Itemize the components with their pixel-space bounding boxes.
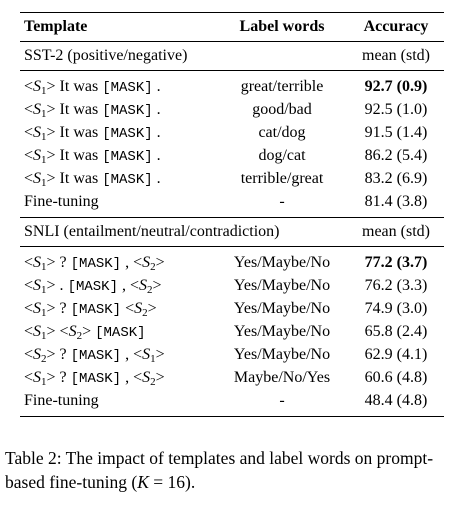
template-text: > ?: [46, 254, 71, 271]
template-text: >: [82, 323, 96, 340]
cell-accuracy: 92.5 (1.0): [364, 101, 428, 118]
header-row: [20, 13, 444, 41]
sentence-symbol: $S_1$: [33, 78, 47, 97]
template-text: >: [147, 300, 157, 317]
mask-token: [MASK]: [67, 279, 118, 295]
template-text: .: [152, 124, 161, 141]
section-stat: mean (std): [362, 47, 430, 64]
cell-label-words: -: [279, 392, 285, 409]
template-text: > ?: [46, 369, 71, 386]
sentence-symbol: $S_1$: [33, 323, 47, 342]
template-text: <: [24, 101, 34, 118]
cell-label-words: Yes/Maybe/No: [233, 323, 331, 340]
template-text: > It was: [46, 124, 103, 141]
cell-label-words: terrible/great: [240, 170, 324, 187]
sentence-symbol: $S_2$: [142, 369, 156, 388]
mask-token: [MASK]: [102, 80, 153, 96]
cell-label-words: Yes/Maybe/No: [233, 300, 331, 317]
sentence-symbol: $S_1$: [33, 147, 47, 166]
cell-accuracy: 92.7 (0.9): [364, 78, 428, 95]
header-label-words: Label words: [239, 18, 325, 35]
cell-template: [24, 190, 99, 213]
table-row: [20, 274, 444, 297]
caption-prefix: Table 2: The impact of templates and label words on prompt-based fine-tuning (: [5, 448, 434, 492]
table-row: [20, 320, 444, 343]
template-text: .: [152, 170, 161, 187]
table-row: [20, 343, 444, 366]
cell-accuracy: 60.6 (4.8): [364, 369, 428, 386]
table-row: [20, 297, 444, 320]
sentence-symbol: $S_1$: [33, 277, 47, 296]
table-row: [20, 366, 444, 389]
cell-label-words: Yes/Maybe/No: [233, 254, 331, 271]
template-text: > ?: [46, 346, 71, 363]
table-row: [20, 251, 444, 274]
mask-token: [MASK]: [102, 172, 153, 188]
template-text: > .: [46, 277, 68, 294]
template-text: <: [24, 147, 34, 164]
sentence-symbol: $S_2$: [33, 346, 47, 365]
caption-eq: = 16: [148, 472, 185, 492]
cell-accuracy: 65.8 (2.4): [364, 323, 428, 340]
sentence-symbol: $S_1$: [33, 254, 47, 273]
template-text: <: [24, 300, 34, 317]
template-text: > ?: [46, 300, 71, 317]
mask-token: [MASK]: [70, 371, 122, 387]
template-text: , <: [117, 277, 140, 294]
template-text: .: [152, 78, 161, 95]
cell-label-words: -: [279, 193, 285, 210]
cell-accuracy: 81.4 (3.8): [364, 193, 428, 210]
template-text: Fine-tuning: [24, 392, 99, 409]
sentence-symbol: $S_2$: [142, 254, 156, 273]
template-text: <: [24, 323, 34, 340]
template-text: <: [24, 170, 34, 187]
mask-token: [MASK]: [95, 325, 146, 341]
table-row: [20, 121, 444, 144]
cell-accuracy: 62.9 (4.1): [364, 346, 428, 363]
template-text: , <: [121, 346, 143, 363]
sentence-symbol: $S_2$: [134, 300, 148, 319]
caption-suffix: ).: [185, 472, 196, 492]
cell-accuracy: 76.2 (3.3): [364, 277, 428, 294]
template-text: <: [24, 346, 34, 363]
template-text: >: [155, 254, 165, 271]
table-row: [20, 389, 444, 412]
template-text: <: [24, 369, 34, 386]
cell-label-words: good/bad: [252, 101, 312, 118]
section-header-row: [20, 42, 444, 70]
sentence-symbol: $S_1$: [33, 170, 47, 189]
table-row: [20, 167, 444, 190]
bottom-rule: [20, 416, 444, 417]
template-text: > <: [46, 323, 69, 340]
sentence-symbol: $S_1$: [33, 300, 47, 319]
mask-token: [MASK]: [70, 348, 122, 364]
cell-label-words: great/terrible: [240, 78, 324, 95]
sentence-symbol: $S_1$: [33, 369, 47, 388]
template-text: > It was: [46, 78, 103, 95]
template-text: .: [152, 101, 161, 118]
table-row: [20, 98, 444, 121]
header-template: Template: [24, 18, 88, 35]
table-caption: [5, 446, 465, 494]
mask-token: [MASK]: [102, 103, 153, 119]
table-row: [20, 75, 444, 98]
cell-accuracy: 86.2 (5.4): [364, 147, 428, 164]
sentence-symbol: $S_1$: [142, 346, 156, 365]
cell-accuracy: 48.4 (4.8): [364, 392, 428, 409]
sentence-symbol: $S_2$: [68, 323, 83, 342]
table-row: [20, 144, 444, 167]
template-text: <: [24, 124, 34, 141]
mask-token: [MASK]: [102, 126, 153, 142]
template-text: , <: [121, 254, 143, 271]
template-text: >: [155, 346, 165, 363]
template-text: Fine-tuning: [24, 193, 99, 210]
template-text: <: [24, 78, 34, 95]
table-body: [20, 42, 444, 416]
mask-token: [MASK]: [70, 302, 122, 318]
template-text: <: [24, 277, 34, 294]
template-text: <: [121, 300, 135, 317]
mask-token: [MASK]: [70, 256, 122, 272]
section-stat: mean (std): [362, 223, 430, 240]
cell-label-words: dog/cat: [258, 147, 306, 164]
cell-label-words: Yes/Maybe/No: [233, 346, 331, 363]
sentence-symbol: $S_1$: [33, 124, 47, 143]
cell-accuracy: 74.9 (3.0): [364, 300, 428, 317]
cell-accuracy: 77.2 (3.7): [364, 254, 428, 271]
sentence-symbol: $S_2$: [139, 277, 153, 296]
cell-label-words: cat/dog: [258, 124, 306, 141]
template-text: <: [24, 254, 34, 271]
template-text: .: [152, 147, 161, 164]
cell-template: [24, 389, 99, 412]
template-text: > It was: [46, 147, 103, 164]
template-text: > It was: [46, 101, 103, 118]
template-text: , <: [121, 369, 143, 386]
caption-var: K: [137, 472, 149, 492]
mask-token: [MASK]: [102, 149, 153, 165]
section-title: SNLI (entailment/neutral/contradiction): [24, 223, 280, 240]
section-title: SST-2 (positive/negative): [24, 47, 188, 64]
table-row: [20, 190, 444, 213]
cell-accuracy: 83.2 (6.9): [364, 170, 428, 187]
results-table: [20, 12, 444, 417]
template-text: >: [152, 277, 162, 294]
cell-accuracy: 91.5 (1.4): [364, 124, 428, 141]
cell-label-words: Yes/Maybe/No: [233, 277, 331, 294]
cell-label-words: Maybe/No/Yes: [233, 369, 331, 386]
template-text: > It was: [46, 170, 103, 187]
section-header-row: [20, 218, 444, 246]
template-text: >: [155, 369, 165, 386]
sentence-symbol: $S_1$: [33, 101, 47, 120]
header-accuracy: Accuracy: [363, 18, 429, 35]
